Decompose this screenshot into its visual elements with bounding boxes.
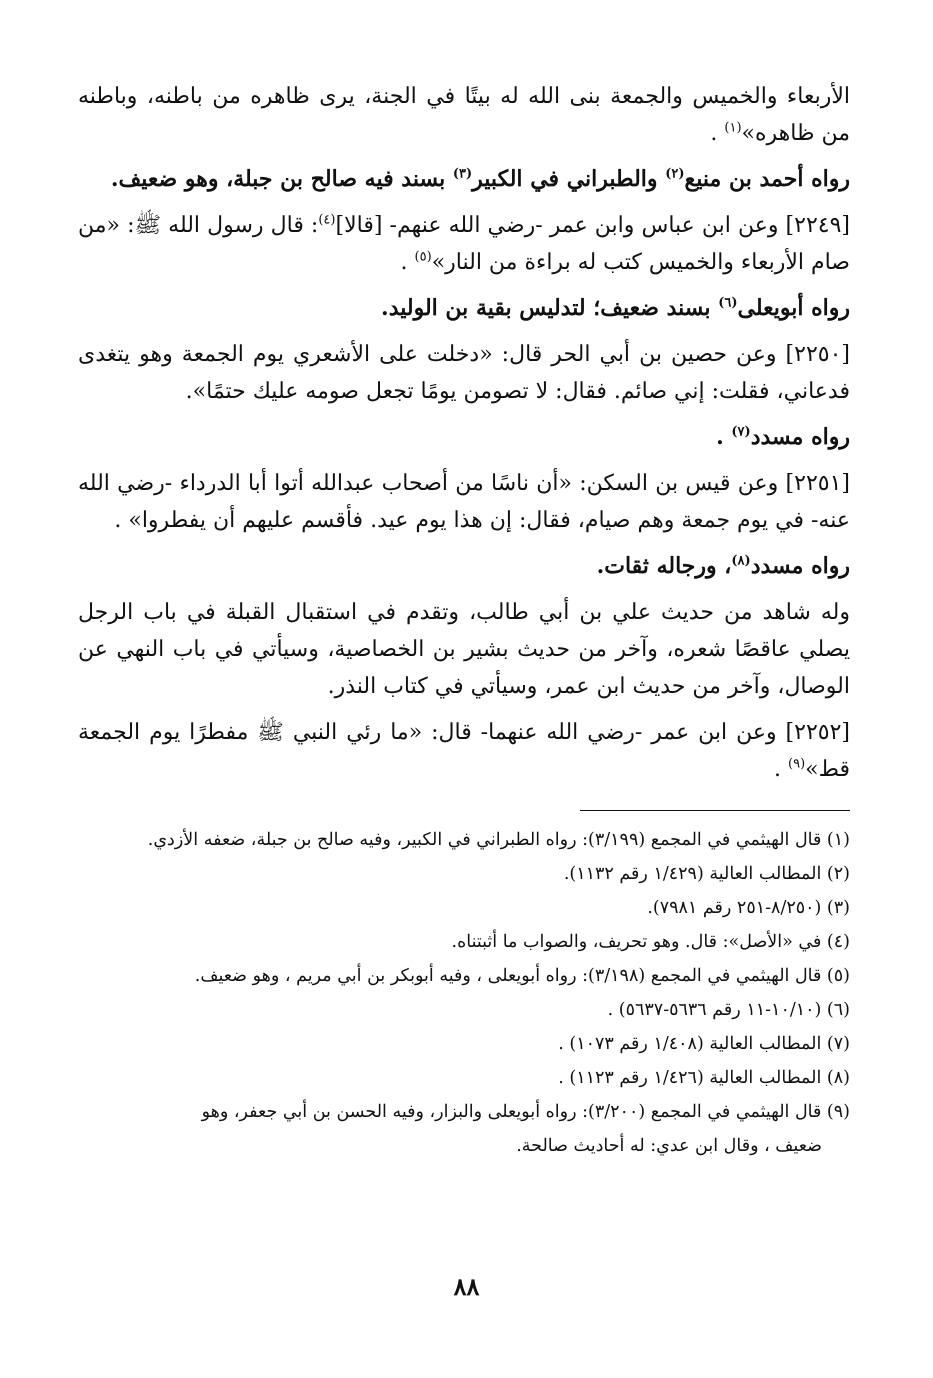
footnote-ref[interactable]: (٢) (665, 166, 685, 182)
hadith-grading: رواه أحمد بن منيع$^{(٢)}$ والطبراني في الكبير$^{(٣)}$ بسند فيه صالح بن جبلة، وهو ضعيف. (110, 166, 850, 192)
footnote-ref[interactable]: (٩) (788, 756, 806, 772)
hadith-grading: رواه مسدد$^{(٧)}$ . (716, 424, 850, 450)
hadith-2252: [٢٢٥٢] وعن ابن عمر -رضي الله عنهما- قال: «ما رئي النبي ﷺ مفطرًا يوم الجمعة قط»$^{(٩)}$ . (78, 720, 850, 782)
footnote-3: (٣) (٨/٢٥٠-٢٥١ رقم ٧٩٨١). (647, 898, 850, 918)
footnote-5: (٥) قال الهيثمي في المجمع (٣/١٩٨): رواه أبويعلى ، وفيه أبوبكر بن أبي مريم ، وهو ضعيف. (194, 966, 850, 986)
footnotes (78, 823, 850, 1163)
footnote-9: (٩) قال الهيثمي في المجمع (٣/٢٠٠): رواه أبويعلى والبزار، وفيه الحسن بن أبي جعفر، وهو (201, 1102, 850, 1122)
footnote-ref[interactable]: (٤) (318, 212, 336, 228)
footnote-7: (٧) المطالب العالية (١/٤٠٨ رقم ١٠٧٣) . (558, 1034, 850, 1054)
footnote-ref[interactable]: (٣) (452, 166, 473, 182)
footnote-ref[interactable]: (٦) (718, 295, 738, 311)
hadith-2249: [٢٢٤٩] وعن ابن عباس وابن عمر -رضي الله عنهم- [قالا]$^{(٤)}$: قال رسول الله ﷺ: «من صام الأربعاء والخميس كتب له براءة من النار»$^{(٥)}$ . (78, 212, 850, 275)
footnote-divider (580, 810, 850, 811)
footnote-ref[interactable]: (١) (724, 120, 742, 136)
commentary-paragraph: وله شاهد من حديث علي بن أبي طالب، وتقدم في استقبال القبلة في باب الرجل يصلي عاقصًا شعره، وآخر من حديث بشير بن الخصاصية، وسيأتي في باب النهي عن الوصال، وآخر من حديث ابن عمر، وسيأتي في كتاب النذر. (78, 600, 850, 699)
page-number: ٨٨ (453, 1272, 480, 1301)
paragraph-continuation: الأربعاء والخميس والجمعة بنى الله له بيتًا في الجنة، يرى ظاهره من باطنه، وباطنه من ظاهره»$^{(١)}$ . (78, 84, 850, 146)
page-content (78, 78, 850, 1163)
footnote-8: (٨) المطالب العالية (١/٤٢٦ رقم ١١٢٣) . (558, 1068, 850, 1088)
hadith-2251: [٢٢٥١] وعن قيس بن السكن: «أن ناسًا من أصحاب عبدالله أتوا أبا الدرداء -رضي الله عنه- في يوم جمعة وهم صيام، فقال: إن هذا يوم عيد. فأقسم عليهم أن يفطروا» . (78, 471, 850, 533)
footnote-ref[interactable]: (٧) (731, 424, 751, 440)
footnote-6: (٦) (١٠/١٠-١١ رقم ٥٦٣٦-٥٦٣٧) . (607, 1000, 850, 1020)
footnote-1: (١) قال الهيثمي في المجمع (٣/١٩٩): رواه الطبراني في الكبير، وفيه صالح بن جبلة، ضعفه الأزدي. (147, 830, 850, 850)
hadith-2250: [٢٢٥٠] وعن حصين بن أبي الحر قال: «دخلت على الأشعري يوم الجمعة وهو يتغدى فدعاني، فقلت: إني صائم. فقال: لا تصومن يومًا تجعل صومه عليك حتمًا». (78, 342, 850, 404)
footnote-4: (٤) في «الأصل»: قال. وهو تحريف، والصواب ما أثبتناه. (451, 932, 850, 952)
footnote-2: (٢) المطالب العالية (١/٤٢٩ رقم ١١٣٢). (563, 864, 850, 884)
hadith-grading: رواه مسدد$^{(٨)}$، ورجاله ثقات. (596, 553, 850, 579)
footnote-ref[interactable]: (٨) (731, 553, 751, 569)
hadith-grading: رواه أبويعلى$^{(٦)}$ بسند ضعيف؛ لتدليس بقية بن الوليد. (381, 295, 850, 321)
footnote-9-continuation: ضعيف ، وقال ابن عدي: له أحاديث صالحة. (516, 1136, 822, 1156)
footnote-ref[interactable]: (٥) (414, 249, 432, 265)
